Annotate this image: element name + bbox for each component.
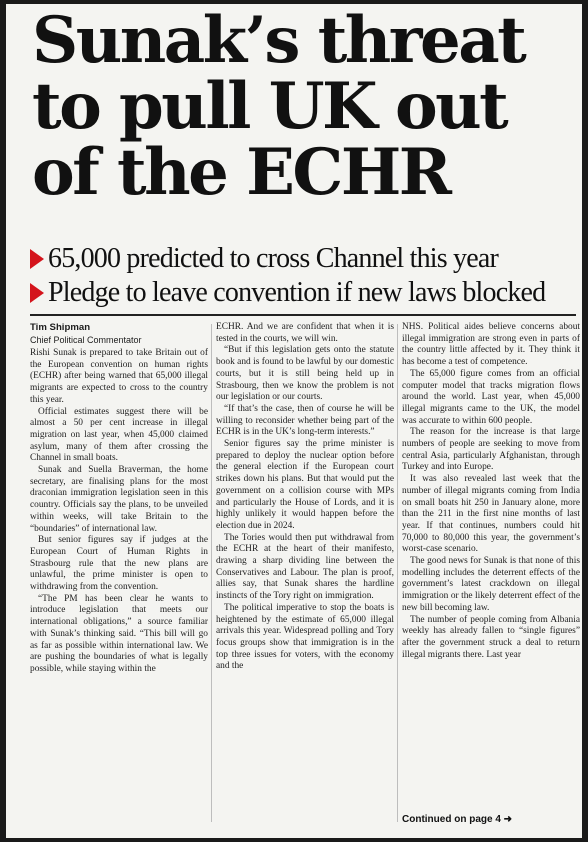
red-triangle-icon	[30, 249, 44, 269]
headline-line-1: Sunak’s threat	[32, 4, 525, 78]
paragraph: The political imperative to stop the boats is heightened by the estimate of 65,000 illegal arrivals this year. Widespread polling and Tory focus groups show that immigration is in the top three issues for voters, with the economy and the	[216, 602, 394, 672]
subheading-2-text: Pledge to leave convention if new laws blocked	[48, 277, 546, 308]
paragraph: “The PM has been clear he wants to introduce legislation that meets our international obligations,” a source familiar with Sunak’s thinking said. “This bill will go as far as possible within international law. We are pushing the boundaries of what is legally possible, while staying within the	[30, 593, 208, 674]
paragraph: Senior figures say the prime minister is prepared to deploy the nuclear option before the general election if the European court strikes down his plans. But that would put the government on a collision course with MPs and particularly the House of Lords, and it is highly unlikely it would happen before the election due in 2024.	[216, 439, 394, 531]
paragraph: The good news for Sunak is that none of this modelling includes the deterrent effects of the government’s latest crackdown on illegal immigration or the likely deterrent effect of the new bill becoming law.	[402, 556, 580, 613]
paragraph: The 65,000 figure comes from an official computer model that tracks migration flows around the world. Last year, when 45,000 illegal migrants came to the UK, the model was accurate to within 600 people.	[402, 368, 580, 426]
article-column-1	[30, 322, 208, 822]
newspaper-page	[6, 4, 582, 838]
byline: Tim Shipman	[30, 322, 91, 333]
subheading-1-text: 65,000 predicted to cross Channel this year	[48, 243, 499, 274]
paragraph: It was also revealed last week that the number of illegal migrants coming from India on small boats hit 250 in January alone, more than the 211 in the first nine months of last year. If that continues, numbers could hit 70,000 to 80,000 this year, the government’s worst-case scenario.	[402, 474, 580, 555]
paragraph: Official estimates suggest there will be almost a 50 per cent increase in illegal migration on last year, when 45,000 claimed asylum, many of them after crossing the Channel in small boats.	[30, 406, 208, 464]
paragraph: The number of people coming from Albania weekly has already fallen to “single figures” after the government struck a deal to return illegal migrants there. Last year	[402, 614, 580, 660]
paragraph: “If that’s the case, then of course he will be willing to reconsider whether being part of the ECHR is in the UK’s long-term interests.”	[216, 403, 394, 438]
paragraph: ECHR. And we are confident that when it is tested in the courts, we will win.	[216, 322, 394, 344]
paragraph: Rishi Sunak is prepared to take Britain out of the European convention on human rights (ECHR) after being warned that 65,000 illegal migrants are expected to cross to the country this year.	[30, 348, 208, 405]
article-column-3	[402, 322, 580, 814]
paragraph: The Tories would then put withdrawal from the ECHR at the heart of their manifesto, drawing a sharp dividing line between the Conservatives and Labour. The plan is proof, allies say, that Sunak shares the hardline instincts of the Tory right on immigration.	[216, 532, 394, 602]
subheadings	[30, 242, 578, 310]
paragraph: The reason for the increase is that large numbers of people are seeking to move from central Asia, particularly Afghanistan, through Turkey and into Europe.	[402, 427, 580, 473]
headline-line-3: of the ECHR	[32, 135, 450, 210]
headline-line-2: to pull UK out	[32, 69, 507, 144]
article-column-2	[216, 322, 394, 822]
byline-role: Chief Political Commentator	[30, 335, 142, 345]
red-triangle-icon	[30, 283, 44, 303]
column-divider	[211, 324, 212, 822]
subheading-2	[30, 276, 578, 310]
subheading-1	[30, 242, 578, 276]
column-divider	[397, 324, 398, 822]
paragraph: “But if this legislation gets onto the statute book and is found to be lawful by our domestic courts, but it is still being held up in Strasbourg, then we know the problem is not our legislation or our courts.	[216, 345, 394, 403]
header-divider	[30, 314, 576, 316]
paragraph: Sunak and Suella Braverman, the home secretary, are finalising plans for the most draconian immigration legislation seen in this country. Officials say the plans, to be unveiled within weeks, will take Britain to the “boundaries” of international law.	[30, 465, 208, 534]
paragraph: NHS. Political aides believe concerns about illegal immigration are strong even in parts of the country little affected by it. They think it has become a test of competence.	[402, 322, 580, 368]
continued-on-page-link[interactable]: Continued on page 4 ➜	[402, 814, 513, 825]
paragraph: But senior figures say if judges at the European Court of Human Rights in Strasbourg rule that the new plans are unlawful, the prime minister is open to withdrawing from the convention.	[30, 535, 208, 593]
headline	[32, 4, 572, 210]
